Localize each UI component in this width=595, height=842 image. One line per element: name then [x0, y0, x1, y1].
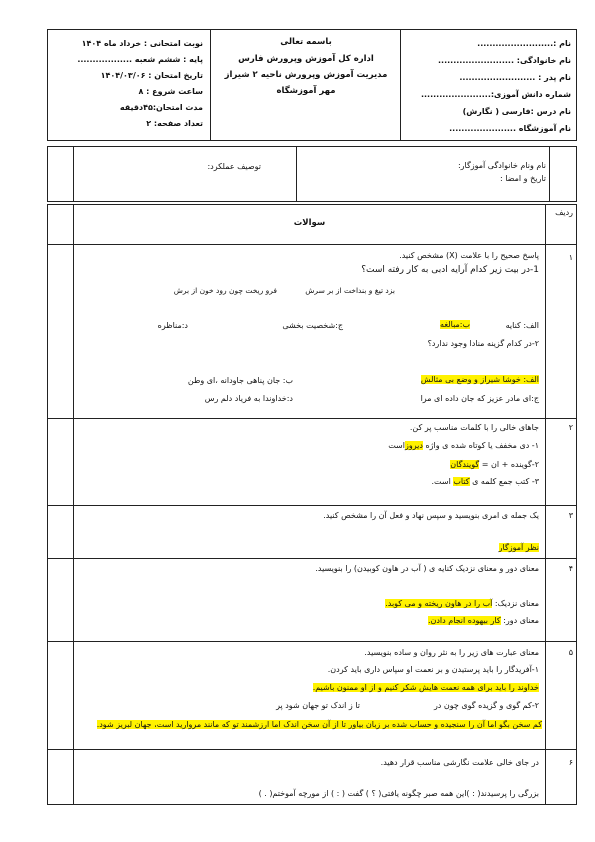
q3-answer: نظر آموزگار — [498, 543, 539, 552]
q5-number: ۵ — [568, 648, 573, 657]
q1-number: ۱ — [568, 253, 573, 262]
q5-title: معنای عبارت های زیر را به نثر روان و ساده بنویسید. — [364, 648, 539, 657]
header-school-seal: مهر آموزشگاه — [276, 86, 336, 96]
q4-near — [385, 599, 539, 608]
father-name: نام پدر : ......................... — [459, 73, 571, 82]
header-divider-right — [400, 29, 401, 141]
q2-line2-answer: گویندگان — [450, 460, 480, 469]
row-sep-4 — [47, 641, 577, 642]
student-family: نام خانوادگی: ......................... — [438, 56, 571, 65]
teacher-signature-label: تاریخ و امضا : — [500, 174, 546, 183]
q1-verse-left: فرو ریخت چون رود خون از برش — [173, 286, 277, 295]
q4-near-answer: آب را در هاون ریخته و می کوبد. — [385, 599, 493, 608]
teacher-name-label: نام ونام خانوادگی آموزگار: — [457, 161, 546, 170]
q6-number: ۶ — [568, 758, 573, 767]
teacher-row-divider-3 — [549, 146, 550, 202]
performance-label: توصیف عملکرد: — [207, 162, 261, 171]
q1-option-a: الف: کنایه — [505, 321, 539, 330]
q1-option-d: د:مناظره — [157, 321, 188, 330]
row-sep-1 — [47, 418, 577, 419]
q5-line2-right: ۲-کم گوی و گزیده گوی چون در — [433, 701, 539, 710]
head-bottom — [47, 244, 577, 245]
q4-far — [428, 616, 539, 625]
grade: پایه : ششم شعبه .................. — [77, 55, 203, 64]
q1-option-b: ب:مبالغه — [440, 320, 470, 329]
q3-title: یک جمله ی امری بنویسید و سپس نهاد و فعل آن را مشخص کنید. — [323, 511, 539, 520]
q2-line1-text: ۱- دی مخفف یا کوتاه شده ی واژه — [422, 441, 539, 450]
school-name: نام آموزشگاه ...................... — [449, 124, 571, 133]
q2-title: جاهای خالی را با کلمات مناسب پر کن. — [409, 423, 539, 432]
q5-answer2 — [72, 716, 542, 734]
q6-line: بزرگی را پرسیدند( : )این همه صبر چگونه یافتی( ؟ ) گفت ( : ) از مورچه آموختم( . ) — [258, 789, 539, 798]
questions-header: سوالات — [293, 218, 326, 228]
q2-line1-answer: دیروز — [404, 441, 423, 450]
q5-answer2-text: کم سخن بگو اما آن را سنجیده و حساب شده بر زبان بیاور تا از آن سخن اندک اما ارزشمند تو که مانند مروارید است، جهان لبریز شود. — [96, 720, 542, 729]
header-divider-left — [210, 29, 211, 141]
q4-number: ۴ — [568, 564, 573, 573]
q5-answer1: خداوند را باید برای همه نعمت هایش شکر کنیم و از او ممنون باشیم. — [312, 683, 539, 692]
q1-2-option-b: ب: جان پناهی جاودانه ،ای وطن — [187, 376, 293, 385]
q1-2-option-a: الف: خوشا شیراز و وضع بی مثالش — [420, 375, 539, 384]
q2-line3-text: ۳- کتب جمع کلمه ی — [469, 477, 539, 486]
q5-line2-left: تا ز اندک تو جهان شود پر — [276, 701, 360, 710]
teacher-row-divider-1 — [73, 146, 74, 202]
header-district: مدیریت آموزش وپرورش ناحیه ۲ شیراز — [224, 70, 388, 80]
student-number: شماره دانش آموزی:....................... — [420, 90, 571, 99]
page-count: تعداد صفحه: ۲ — [146, 119, 203, 128]
q2-line3-end: است. — [431, 477, 454, 486]
q1-sub1: 1-در بیت زیر کدام آرایه ادبی به کار رفته است؟ — [361, 265, 539, 275]
teacher-row — [47, 146, 577, 202]
q1-title: پاسخ صحیح را با علامت (X) مشخص کنید. — [399, 251, 539, 260]
header-bismillah: باسمه تعالی — [280, 37, 332, 47]
q3-number: ۳ — [568, 511, 573, 520]
q1-sub2: ۲-در کدام گزینه منادا وجود ندارد؟ — [427, 339, 539, 348]
exam-date: تاریخ امتحان : ۱۴۰۴/۰۳/۰۶ — [100, 71, 203, 80]
q2-line1-end: است — [388, 441, 405, 450]
start-time: ساعت شروع : ۸ — [138, 87, 203, 96]
duration: مدت امتحان:۴۵دقیقه — [119, 103, 203, 112]
q4-title: معنای دور و معنای نزدیک کنایه ی ( آب در هاون کوبیدن) را بنویسید. — [315, 564, 539, 573]
q2-line2-text: ۲-گوینده + ان = — [479, 460, 539, 469]
q2-line3-answer: کتاب — [453, 477, 470, 486]
row-sep-5 — [47, 749, 577, 750]
q1-2-option-d: د:خداوندا به فریاد دلم رس — [204, 394, 293, 403]
q2-number: ۲ — [568, 423, 573, 432]
student-name: نام :......................... — [477, 39, 571, 48]
q4-far-label: معنای دور: — [500, 616, 539, 625]
subject-name: نام درس :فارسی ( نگارش) — [462, 107, 571, 116]
q4-far-answer: کار بیهوده انجام دادن. — [427, 616, 501, 625]
teacher-row-divider-2 — [296, 146, 297, 202]
row-label-header: ردیف — [555, 208, 573, 217]
header-office: اداره کل آموزش وپرورش فارس — [238, 54, 374, 64]
q1-2-option-c: ج:ای مادر عزیز که جان داده ای مرا — [420, 394, 539, 403]
exam-turn: نوبت امتحانی : خرداد ماه ۱۴۰۴ — [81, 39, 203, 48]
row-sep-2 — [47, 505, 577, 506]
q2-line2 — [450, 460, 539, 469]
q5-line1: ۱-آفریدگار را باید پرستیدن و بر نعمت او سپاس داری باید کردن. — [327, 665, 539, 674]
q1-option-c: ج:شخصیت بخشی — [282, 321, 343, 330]
q6-title: در جای خالی علامت نگارشی مناسب قرار دهید. — [380, 758, 539, 767]
q1-verse-right: بزد تیغ و بنداخت از بر سرش — [305, 286, 395, 295]
q2-line1 — [388, 441, 539, 450]
q4-near-label: معنای نزدیک: — [492, 599, 539, 608]
q2-line3 — [431, 477, 539, 486]
row-sep-3 — [47, 558, 577, 559]
